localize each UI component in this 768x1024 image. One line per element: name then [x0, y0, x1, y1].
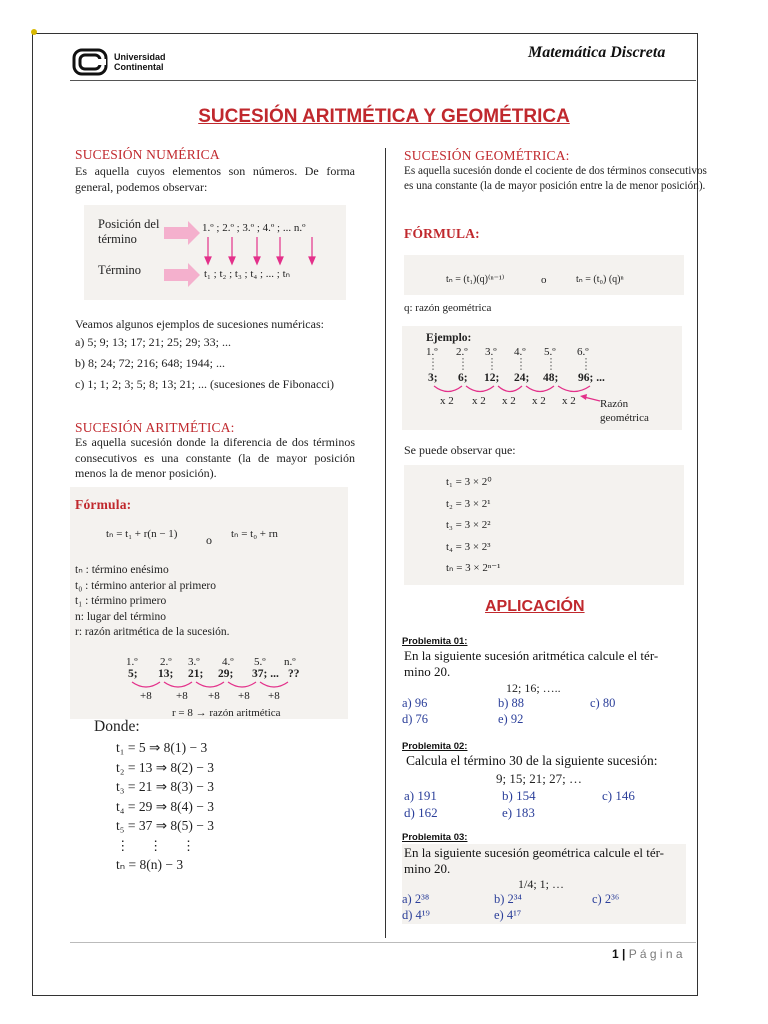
- page-word: P á g i n a: [628, 947, 683, 961]
- obs-line-1: t₁ = 3 × 2⁰: [446, 476, 492, 488]
- donde-lines: [116, 738, 214, 875]
- problem-2-label: Problemita 02:: [402, 741, 468, 752]
- geo-term-1: 3;: [428, 372, 438, 384]
- p2-option-a[interactable]: a) 191: [404, 788, 437, 803]
- p3-option-b[interactable]: b) 2³⁴: [494, 892, 522, 906]
- examples-intro: Veamos algunos ejemplos de sucesiones numéricas:: [75, 317, 324, 331]
- logo-line1: Universidad: [114, 52, 166, 62]
- problem-3-options: [402, 892, 662, 926]
- geo-ratio-1: x 2: [440, 395, 454, 407]
- pos-label-1: Posición del: [98, 217, 160, 231]
- geo-term-4: 24;: [514, 372, 530, 384]
- donde-label: Donde:: [94, 718, 140, 735]
- arith-pos-5: 5.º: [254, 656, 266, 668]
- arith-pos-3: 3.º: [188, 656, 200, 668]
- arith-diff-4: +8: [238, 690, 250, 702]
- donde-line-5: t₅ = 37 ⇒ 8(5) − 3: [116, 818, 214, 833]
- donde-line-n: tₙ = 8(n) − 3: [116, 857, 184, 872]
- problem-2-text: Calcula el término 30 de la siguiente sucesión:: [406, 753, 658, 768]
- geo-pos-2: 2.º: [456, 346, 468, 358]
- geometrica-text: Es aquella sucesión donde el cociente de dos términos consecutivos es una constante (la de mayor posición entre la de menor posición).: [404, 165, 707, 192]
- razon-arrow: [578, 393, 602, 405]
- donde-line-6: ⋮ ⋮ ⋮: [116, 837, 204, 853]
- formula-heading: Fórmula:: [75, 497, 132, 512]
- p3-option-d[interactable]: d) 4¹⁹: [402, 908, 430, 922]
- arith-term-1: 5;: [128, 668, 138, 680]
- p2-option-b[interactable]: b) 154: [502, 788, 536, 803]
- p3-option-a[interactable]: a) 2³⁸: [402, 892, 430, 906]
- geo-pos-3: 3.º: [485, 346, 497, 358]
- def-tn: tₙ : término enésimo: [75, 564, 169, 576]
- geo-term-3: 12;: [484, 372, 500, 384]
- def-r: r: razón aritmética de la sucesión.: [75, 626, 230, 638]
- obs-line-4: t₄ = 3 × 2³: [446, 540, 491, 553]
- obs-line-3: t₃ = 3 × 2²: [446, 519, 491, 531]
- logo-line2: Continental: [114, 62, 164, 72]
- p1-option-d[interactable]: d) 76: [402, 712, 429, 726]
- observe-lines: [446, 472, 500, 580]
- problem-1-text: [404, 648, 658, 680]
- numerica-text: Es aquella cuyos elementos son números. De forma general, podemos observar:: [75, 164, 355, 194]
- example-c: c) 1; 1; 2; 3; 5; 8; 13; 21; ... (sucesiones de Fibonacci): [75, 377, 334, 391]
- geo-ratio-3: x 2: [502, 395, 516, 407]
- header-rule: [70, 80, 696, 81]
- donde-line-2: t₂ = 13 ⇒ 8(2) − 3: [116, 759, 214, 775]
- razon-note: r = 8 → razón aritmética: [172, 707, 281, 719]
- arith-term-n: ??: [288, 668, 300, 680]
- geo-ratio-5: x 2: [562, 395, 576, 407]
- page-sep: |: [622, 947, 626, 961]
- problem-1-options: [402, 696, 662, 730]
- def-t0: t₀ : término anterior al primero: [75, 579, 217, 592]
- arith-term-3: 21;: [188, 668, 204, 680]
- p1-option-e[interactable]: e) 92: [498, 712, 524, 726]
- logo-icon: [72, 47, 108, 77]
- geo-pos-5: 5.º: [544, 346, 556, 358]
- geo-term-2: 6;: [458, 372, 468, 384]
- donde-line-3: t₃ = 21 ⇒ 8(3) − 3: [116, 779, 214, 794]
- problem-3-label: Problemita 03:: [402, 832, 468, 843]
- problem-1-text-2: mino 20.: [404, 664, 451, 679]
- q-definition: q: razón geométrica: [404, 302, 492, 314]
- problem-1-label: Problemita 01:: [402, 636, 468, 647]
- p2-option-c[interactable]: c) 146: [602, 788, 635, 803]
- geo-formula-heading: FÓRMULA:: [404, 226, 480, 241]
- problem-3-text: [404, 845, 664, 877]
- term-label: Término: [98, 263, 142, 277]
- corner-mark: [31, 29, 37, 35]
- problem-2-options: [404, 788, 664, 822]
- obs-line-2: t₂ = 3 × 2¹: [446, 497, 491, 510]
- arith-diff-5: +8: [268, 690, 280, 702]
- example-a: a) 5; 9; 13; 17; 21; 25; 29; 33; ...: [75, 335, 231, 349]
- geo-formula-2: tₙ = (t₀) (q)ⁿ: [576, 274, 624, 285]
- problem-3-seq: 1/4; 1; …: [518, 877, 565, 891]
- donde-line-4: t₄ = 29 ⇒ 8(4) − 3: [116, 798, 214, 814]
- arith-pos-4: 4.º: [222, 656, 234, 668]
- razon-label: [600, 397, 649, 425]
- arith-pos-n: n.º: [284, 656, 296, 668]
- arith-term-5: 37; ...: [252, 668, 279, 680]
- formula-2: tₙ = t₀ + rn: [231, 528, 278, 540]
- geo-ratio-4: x 2: [532, 395, 546, 407]
- arith-diff-2: +8: [176, 690, 188, 702]
- aplicacion-heading: APLICACIÓN: [485, 598, 585, 615]
- razon-label-1: Razón: [600, 398, 629, 410]
- problem-3-text-1: En la siguiente sucesión geométrica calcule el tér-: [404, 845, 664, 860]
- arith-term-4: 29;: [218, 668, 234, 680]
- column-divider: [385, 148, 386, 938]
- pink-arrows: [162, 219, 202, 291]
- problem-2-seq: 9; 15; 21; 27; …: [496, 771, 582, 786]
- problem-3-text-2: mino 20.: [404, 861, 451, 876]
- geo-term-5: 48;: [543, 372, 559, 384]
- p2-option-d[interactable]: d) 162: [404, 805, 438, 820]
- university-logo: [72, 47, 182, 77]
- geo-ejemplo: Ejemplo:: [426, 332, 472, 344]
- razon-label-2: geométrica: [600, 412, 649, 424]
- example-b: b) 8; 24; 72; 216; 648; 1944; ...: [75, 356, 225, 370]
- arith-term-2: 13;: [158, 668, 174, 680]
- definitions-list: [75, 563, 230, 641]
- pos-values: 1.º ; 2.º ; 3.º ; 4.º ; ... n.º: [202, 222, 306, 234]
- pos-label-2: término: [98, 232, 137, 246]
- geometrica-heading: SUCESIÓN GEOMÉTRICA:: [404, 148, 570, 163]
- aritmetica-heading: SUCESIÓN ARITMÉTICA:: [75, 420, 235, 435]
- page-footer: [612, 947, 683, 961]
- down-arrows: [202, 237, 322, 267]
- position-term-diagram: [84, 205, 346, 300]
- page-number: 1: [612, 947, 619, 961]
- def-n: n: lugar del término: [75, 610, 167, 623]
- obs-line-n: tₙ = 3 × 2ⁿ⁻¹: [446, 562, 501, 574]
- arith-diff-1: +8: [140, 690, 152, 702]
- numerica-heading: SUCESIÓN NUMÉRICA: [75, 147, 220, 162]
- course-name: Matemática Discreta: [528, 44, 666, 61]
- problem-1-text-1: En la siguiente sucesión aritmética calcule el tér-: [404, 648, 659, 663]
- arith-pos-1: 1.º: [126, 656, 138, 668]
- geo-formula-1: tₙ = (t₁)(q)⁽ⁿ⁻¹⁾: [446, 274, 505, 285]
- geo-dotted-guides: [426, 358, 626, 372]
- p1-option-c[interactable]: c) 80: [590, 696, 616, 710]
- arith-diff-3: +8: [208, 690, 220, 702]
- geo-pos-4: 4.º: [514, 346, 526, 358]
- p1-option-a[interactable]: a) 96: [402, 696, 428, 710]
- formula-1: tₙ = t₁ + r(n − 1): [106, 528, 178, 540]
- aritmetica-text: Es aquella sucesión donde la diferencia de dos términos consecutivos es una constante (la de mayor posición menos la de menor posición).: [75, 435, 355, 480]
- problem-1-seq: 12; 16; …..: [506, 681, 561, 695]
- geo-pos-1: 1.º: [426, 346, 438, 358]
- geo-formula-or: o: [541, 274, 547, 286]
- footer-rule: [70, 942, 696, 943]
- p1-option-b[interactable]: b) 88: [498, 696, 525, 710]
- donde-line-1: t₁ = 5 ⇒ 8(1) − 3: [116, 740, 208, 755]
- geo-pos-6: 6.º: [577, 346, 589, 358]
- term-values: t₁ ; t₂ ; t₃ ; t₄ ; ... ; tₙ: [204, 268, 291, 280]
- formula-or: o: [206, 533, 212, 547]
- p3-option-e[interactable]: e) 4¹⁷: [494, 908, 522, 922]
- arith-pos-2: 2.º: [160, 656, 172, 668]
- p2-option-e[interactable]: e) 183: [502, 805, 535, 820]
- geo-ratio-2: x 2: [472, 395, 486, 407]
- geo-term-6: 96; ...: [578, 372, 605, 384]
- observe-text: Se puede observar que:: [404, 443, 516, 457]
- page-title: SUCESIÓN ARITMÉTICA Y GEOMÉTRICA: [198, 106, 570, 127]
- def-t1: t₁ : término primero: [75, 595, 167, 607]
- p3-option-c[interactable]: c) 2³⁶: [592, 892, 620, 906]
